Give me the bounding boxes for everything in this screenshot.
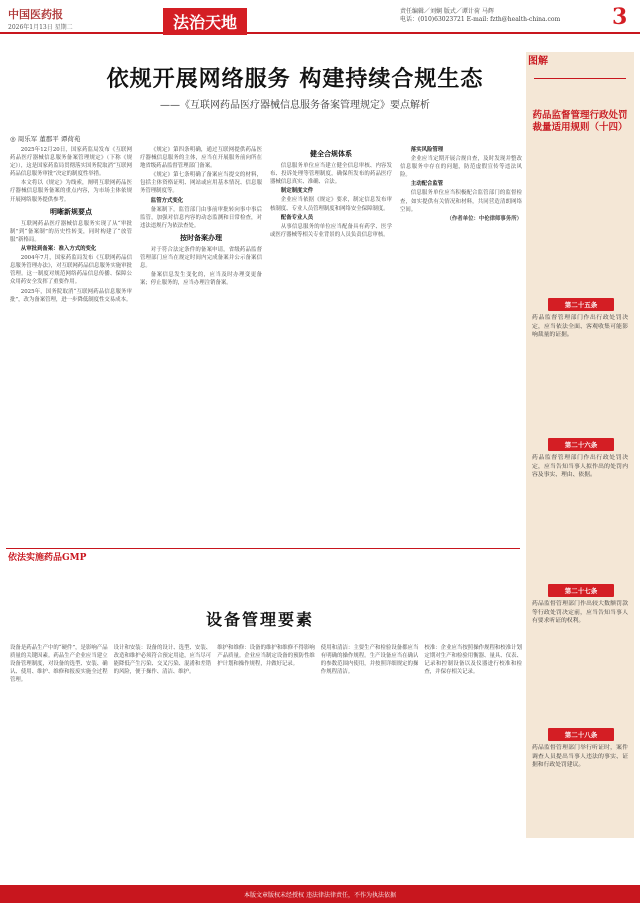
subsection-heading: 监管方式变化 bbox=[150, 197, 184, 204]
sidebar-header-decoration bbox=[534, 78, 626, 108]
paragraph: 备案信息发生变化的，应当及时办理变更备案；停止服务的，应当办理注销备案。 bbox=[140, 272, 262, 287]
article-column-2 bbox=[140, 146, 262, 546]
article2-column-1: 设备是药品生产中的“硬件”，是影响产品质量的关键因素。药品生产企业应当建立设备管理制度，对设备的选型、安装、确认、使用、维护、维修和报废实施全过程管理。 bbox=[10, 645, 108, 684]
article2-title: 设备管理要素 bbox=[205, 610, 314, 629]
article2-column-5: 校准：企业应当按照操作规程和校准计划定期对生产和检验用衡器、量具、仪表、记录和控制设备以及仪器进行校准和检查，并保存相关记录。 bbox=[424, 645, 522, 676]
sidebar-text-26: 药品监督管理部门作出行政处罚决定，应当告知当事人拟作出的处罚内容及事实、理由、依据。 bbox=[532, 455, 628, 479]
article-subtitle: ——《互联网药品医疗器械信息服务备案管理规定》要点解析 bbox=[160, 100, 430, 111]
article2-body bbox=[10, 644, 522, 880]
article2-column-2: 设计和安装：设备的设计、选型、安装、改造和维护必须符合预定用途，应当尽可能降低产生污染、交叉污染、混淆和差错的风险，便于操作、清洁、维护。 bbox=[113, 645, 212, 676]
paragraph: 2025年，国务院取消“互联网药品信息服务审批”，改为备案管理，进一步降低制度性交易成本。 bbox=[10, 288, 132, 303]
paragraph: 对于符合法定条件的备案申请，省级药品监督管理部门应当在规定时间内完成备案并公示备案信息。 bbox=[140, 247, 262, 270]
paragraph: 企业应当依据《规定》要求，制定信息发布审核制度、专业人员管理制度和网络安全保障制度。 bbox=[270, 197, 392, 212]
paragraph: 《规定》第四条明确，通过互联网提供药品医疗器械信息服务的主体，应当在开展服务前向所在地省级药品监督管理部门备案。 bbox=[140, 147, 262, 170]
sidebar-tag-27: 第二十七条 bbox=[548, 584, 614, 597]
paragraph: 企业应当定期开展合规自查，及时发现并整改信息服务中存在的问题，防范虚假宣传等违法风险。 bbox=[400, 156, 522, 179]
article-byline: ◎ 周乐军 董郡平 谭荷苑 bbox=[10, 135, 81, 143]
subsection-heading: 制定制度文件 bbox=[280, 188, 314, 195]
subsection-heading: 落实风险管理 bbox=[410, 147, 444, 153]
paragraph: 从事信息服务的单位应当配备具有药学、医学或医疗器械等相关专业背景的人员负责信息审核。 bbox=[270, 223, 392, 238]
section-heading: 按时备案办理 bbox=[180, 232, 222, 242]
issue-date: 2026年1月13日 星期二 bbox=[8, 24, 73, 31]
article2-column-3: 维护和维修：设备的维护和维修不得影响产品质量。企业应当制定设备的预防性维护计划和操作规程，并做好记录。 bbox=[217, 645, 315, 668]
paragraph: 《规定》第七条明确了备案应当提交的材料，包括主体资格证明、网站或应用基本情况、信息服务管理制度等。 bbox=[140, 172, 262, 195]
section-heading: 明晰新规要点 bbox=[50, 206, 92, 216]
article-title: 依规开展网络服务 构建持续合规生态 bbox=[106, 66, 484, 92]
sidebar-tag-28: 第二十八条 bbox=[548, 728, 614, 741]
sidebar-text-28: 药品监督管理部门举行听证时，案件调查人员提出当事人违法的事实、证据和行政处罚建议。 bbox=[532, 745, 628, 769]
page-number: 3 bbox=[612, 4, 628, 30]
paragraph: 本文将以《规定》为线索，阐明互联网药品医疗器械信息服务备案的重点内容，为市场主体依规开展网络服务提供参考。 bbox=[10, 180, 132, 203]
sidebar-tag-26: 第二十六条 bbox=[548, 438, 614, 451]
paragraph: 信息服务单位应当建立健全信息审核、内容发布、投诉处理等管理制度，确保所发布的药品医疗器械信息真实、准确、合法。 bbox=[270, 163, 392, 186]
paragraph: 互联网药品医疗器械信息服务实现了从“审批制”到“备案制”的历史性转变，同时构建了“放管服”新格局。 bbox=[10, 220, 132, 243]
article-column-3 bbox=[270, 146, 392, 546]
article-column-1 bbox=[10, 146, 132, 546]
paragraph: 2004年7月，国家药监局发布《互联网药品信息服务管理办法》，对互联网药品信息服务实施审批管理。这一制度对规范网络药品信息传播、保障公众用药安全发挥了重要作用。 bbox=[10, 255, 132, 286]
sidebar-label: 图解 bbox=[528, 56, 548, 67]
article-body bbox=[10, 146, 522, 546]
paragraph: 2025年12月20日，国家药监局发布《互联网药品医疗器械信息服务备案管理规定》（下称《规定》），这是国家药监局贯彻落实国务院取消“互联网药品信息服务审批”决定的制度性举措。 bbox=[10, 147, 132, 178]
column-banner-title: 依法实施药品GMP bbox=[8, 553, 87, 563]
paragraph: 信息服务单位应当积极配合监管部门的监督检查，如实提供有关情况和材料，共同营造清朗网络空间。 bbox=[400, 190, 522, 213]
staff-line-2: 电话：(010)63023721 E-mail: fzth@health-china.com bbox=[400, 16, 561, 23]
author-affiliation: （作者单位：中伦律师事务所） bbox=[446, 215, 522, 222]
sidebar-tag-25: 第二十五条 bbox=[548, 298, 614, 311]
page-footer: 本版文章版权未经授权 违法律法律责任，不作为执法依据 bbox=[0, 885, 640, 903]
section-heading: 健全合规体系 bbox=[310, 149, 352, 158]
sidebar-title: 药品监督管理行政处罚裁量适用规则（十四） bbox=[532, 110, 628, 133]
paragraph: 备案制下，监管部门由事前审批转向事中事后监管，加强对信息内容的动态监测和日常检查，对违法违规行为依法查处。 bbox=[140, 206, 262, 229]
newspaper-brand: 中国医药报 bbox=[8, 8, 63, 21]
sidebar-text-25: 药品监督管理部门作出行政处罚决定，应当依法全面、客观收集可能影响裁量的证据。 bbox=[532, 315, 628, 339]
staff-info bbox=[400, 8, 600, 24]
section-title: 法治天地 bbox=[163, 8, 247, 35]
staff-line-1: 责任编辑／刘娴 版式／谭计荷 马辉 bbox=[400, 8, 494, 15]
subsection-heading: 配备专业人员 bbox=[280, 214, 314, 221]
article-column-4 bbox=[400, 146, 522, 546]
subsection-heading: 主动配合监管 bbox=[410, 181, 444, 188]
article2-column-4: 使用和清洁：主要生产和检验设备都应当有明确的操作规程。生产设备应当在确认的参数范围内使用，并按照详细规定的操作规程清洁。 bbox=[320, 645, 419, 676]
sidebar-text-27: 药品监督管理部门作出较大数额罚款等行政处罚决定前，应当告知当事人有要求听证的权利。 bbox=[532, 601, 628, 625]
subsection-heading: 从审批到备案：准入方式的变化 bbox=[20, 246, 97, 253]
